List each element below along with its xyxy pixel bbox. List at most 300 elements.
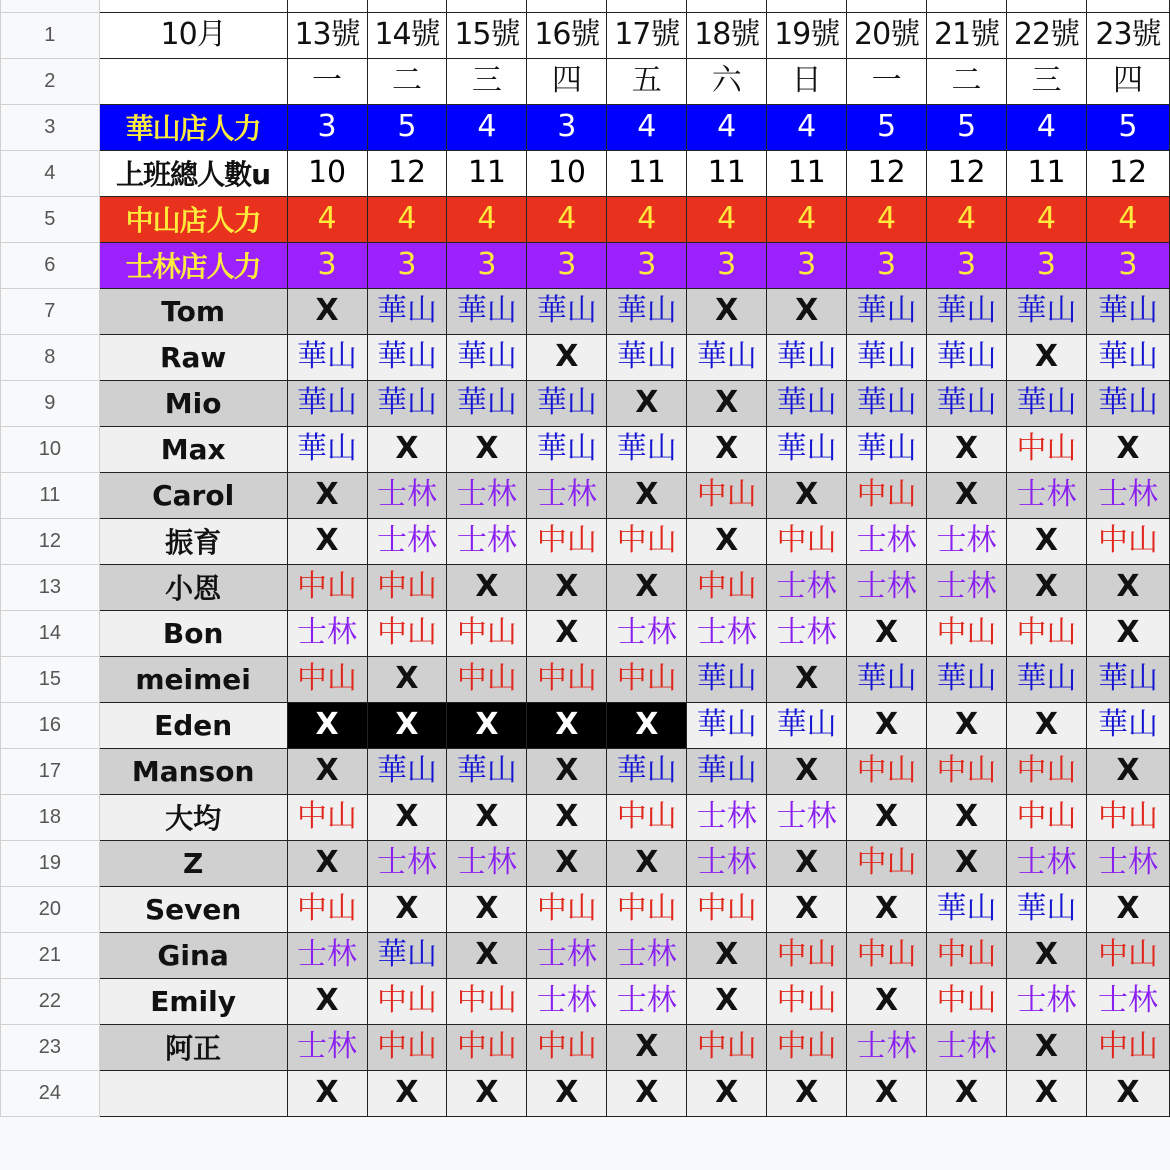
shift-cell[interactable] <box>447 840 527 886</box>
shift-cell[interactable] <box>687 702 767 748</box>
weekday-cell[interactable] <box>847 58 927 104</box>
shift-cell[interactable] <box>687 794 767 840</box>
weekday-cell[interactable] <box>527 58 607 104</box>
summary-value-cell[interactable] <box>927 104 1007 150</box>
summary-label-cell[interactable] <box>99 104 287 150</box>
shift-cell[interactable] <box>607 748 687 794</box>
shift-cell[interactable] <box>687 656 767 702</box>
shift-cell[interactable] <box>927 472 1007 518</box>
summary-value-cell[interactable] <box>367 150 447 196</box>
shift-cell[interactable] <box>527 702 607 748</box>
shift-cell[interactable] <box>1086 426 1169 472</box>
summary-value-cell[interactable] <box>527 242 607 288</box>
shift-cell[interactable] <box>527 472 607 518</box>
row-number[interactable]: 21 <box>1 932 100 978</box>
shift-cell[interactable] <box>927 564 1007 610</box>
shift-cell[interactable] <box>767 840 847 886</box>
shift-cell[interactable] <box>607 334 687 380</box>
shift-cell[interactable] <box>847 840 927 886</box>
date-cell[interactable] <box>527 12 607 58</box>
shift-cell[interactable] <box>367 610 447 656</box>
shift-cell[interactable] <box>687 518 767 564</box>
row-number[interactable]: 22 <box>1 978 100 1024</box>
summary-value-cell[interactable] <box>287 104 367 150</box>
summary-value-cell[interactable] <box>367 196 447 242</box>
shift-cell[interactable] <box>607 840 687 886</box>
shift-cell[interactable] <box>1007 334 1087 380</box>
date-cell[interactable] <box>687 12 767 58</box>
staff-name-cell[interactable] <box>99 978 287 1024</box>
shift-cell[interactable] <box>447 932 527 978</box>
shift-cell[interactable] <box>767 380 847 426</box>
shift-cell[interactable] <box>527 564 607 610</box>
summary-value-cell[interactable] <box>927 196 1007 242</box>
shift-cell[interactable] <box>847 472 927 518</box>
row-number[interactable]: 3 <box>1 104 100 150</box>
top-strip-cell[interactable] <box>99 0 287 12</box>
summary-value-cell[interactable] <box>527 150 607 196</box>
shift-cell[interactable] <box>287 1024 367 1070</box>
shift-cell[interactable] <box>767 472 847 518</box>
row-number[interactable]: 24 <box>1 1070 100 1116</box>
shift-cell[interactable] <box>527 610 607 656</box>
summary-value-cell[interactable] <box>767 104 847 150</box>
row-number[interactable]: 18 <box>1 794 100 840</box>
staff-name-cell[interactable] <box>99 380 287 426</box>
staff-name-cell[interactable] <box>99 748 287 794</box>
shift-cell[interactable] <box>1086 380 1169 426</box>
shift-cell[interactable] <box>367 288 447 334</box>
shift-cell[interactable] <box>1086 978 1169 1024</box>
date-cell[interactable] <box>447 12 527 58</box>
shift-cell[interactable] <box>527 518 607 564</box>
shift-cell[interactable] <box>1007 1024 1087 1070</box>
top-strip-cell[interactable] <box>527 0 607 12</box>
shift-cell[interactable] <box>927 656 1007 702</box>
shift-cell[interactable] <box>367 518 447 564</box>
date-cell[interactable] <box>927 12 1007 58</box>
date-cell[interactable] <box>287 12 367 58</box>
shift-cell[interactable] <box>287 932 367 978</box>
shift-cell[interactable] <box>1086 932 1169 978</box>
shift-cell[interactable] <box>287 334 367 380</box>
shift-cell[interactable] <box>527 932 607 978</box>
shift-cell[interactable] <box>287 288 367 334</box>
row-number[interactable]: 16 <box>1 702 100 748</box>
shift-cell[interactable] <box>1007 656 1087 702</box>
summary-value-cell[interactable] <box>687 242 767 288</box>
shift-cell[interactable] <box>447 702 527 748</box>
weekday-cell[interactable] <box>287 58 367 104</box>
shift-cell[interactable] <box>527 1024 607 1070</box>
top-strip-cell[interactable] <box>847 0 927 12</box>
row-number[interactable]: 2 <box>1 58 100 104</box>
shift-cell[interactable] <box>367 748 447 794</box>
shift-cell[interactable] <box>927 702 1007 748</box>
date-cell[interactable] <box>767 12 847 58</box>
staff-name-cell[interactable] <box>99 1024 287 1070</box>
weekday-cell[interactable] <box>1086 58 1169 104</box>
shift-cell[interactable] <box>287 1070 367 1116</box>
shift-cell[interactable] <box>847 656 927 702</box>
shift-cell[interactable] <box>527 794 607 840</box>
staff-name-cell[interactable] <box>99 610 287 656</box>
shift-cell[interactable] <box>767 702 847 748</box>
row-number[interactable]: 11 <box>1 472 100 518</box>
shift-cell[interactable] <box>927 886 1007 932</box>
shift-cell[interactable] <box>1086 1070 1169 1116</box>
shift-cell[interactable] <box>687 840 767 886</box>
shift-cell[interactable] <box>1086 656 1169 702</box>
shift-cell[interactable] <box>527 748 607 794</box>
shift-cell[interactable] <box>1007 978 1087 1024</box>
shift-cell[interactable] <box>447 886 527 932</box>
shift-cell[interactable] <box>287 564 367 610</box>
shift-cell[interactable] <box>447 380 527 426</box>
row-number[interactable]: 10 <box>1 426 100 472</box>
shift-cell[interactable] <box>367 1070 447 1116</box>
shift-cell[interactable] <box>447 472 527 518</box>
summary-value-cell[interactable] <box>767 242 847 288</box>
shift-cell[interactable] <box>847 334 927 380</box>
shift-cell[interactable] <box>287 978 367 1024</box>
shift-cell[interactable] <box>847 1070 927 1116</box>
summary-value-cell[interactable] <box>687 196 767 242</box>
shift-cell[interactable] <box>1007 748 1087 794</box>
staff-name-cell[interactable] <box>99 702 287 748</box>
summary-value-cell[interactable] <box>527 196 607 242</box>
staff-name-cell[interactable] <box>99 886 287 932</box>
shift-cell[interactable] <box>847 426 927 472</box>
shift-cell[interactable] <box>1007 564 1087 610</box>
shift-cell[interactable] <box>1007 518 1087 564</box>
shift-cell[interactable] <box>927 518 1007 564</box>
date-cell[interactable] <box>607 12 687 58</box>
shift-cell[interactable] <box>607 1024 687 1070</box>
blank-label-cell[interactable] <box>99 58 287 104</box>
shift-cell[interactable] <box>687 978 767 1024</box>
shift-cell[interactable] <box>287 656 367 702</box>
shift-cell[interactable] <box>927 334 1007 380</box>
shift-cell[interactable] <box>607 564 687 610</box>
shift-cell[interactable] <box>847 794 927 840</box>
row-number[interactable]: 8 <box>1 334 100 380</box>
shift-cell[interactable] <box>527 334 607 380</box>
shift-cell[interactable] <box>1086 886 1169 932</box>
shift-cell[interactable] <box>847 702 927 748</box>
summary-value-cell[interactable] <box>287 150 367 196</box>
shift-cell[interactable] <box>927 288 1007 334</box>
shift-cell[interactable] <box>607 702 687 748</box>
weekday-cell[interactable] <box>607 58 687 104</box>
shift-cell[interactable] <box>687 426 767 472</box>
row-number[interactable]: 4 <box>1 150 100 196</box>
shift-cell[interactable] <box>1086 518 1169 564</box>
shift-cell[interactable] <box>767 426 847 472</box>
weekday-cell[interactable] <box>367 58 447 104</box>
shift-cell[interactable] <box>607 1070 687 1116</box>
shift-cell[interactable] <box>447 656 527 702</box>
summary-value-cell[interactable] <box>687 104 767 150</box>
row-number[interactable]: 14 <box>1 610 100 656</box>
shift-cell[interactable] <box>847 932 927 978</box>
shift-cell[interactable] <box>927 978 1007 1024</box>
summary-value-cell[interactable] <box>447 104 527 150</box>
shift-cell[interactable] <box>607 472 687 518</box>
staff-name-cell[interactable] <box>99 288 287 334</box>
top-strip-cell[interactable] <box>367 0 447 12</box>
staff-name-cell[interactable] <box>99 840 287 886</box>
row-number[interactable]: 7 <box>1 288 100 334</box>
weekday-cell[interactable] <box>687 58 767 104</box>
shift-cell[interactable] <box>847 1024 927 1070</box>
shift-cell[interactable] <box>367 472 447 518</box>
shift-cell[interactable] <box>847 610 927 656</box>
shift-cell[interactable] <box>447 426 527 472</box>
shift-cell[interactable] <box>527 886 607 932</box>
shift-cell[interactable] <box>767 794 847 840</box>
weekday-cell[interactable] <box>927 58 1007 104</box>
summary-value-cell[interactable] <box>607 104 687 150</box>
shift-cell[interactable] <box>367 794 447 840</box>
shift-cell[interactable] <box>447 794 527 840</box>
summary-value-cell[interactable] <box>687 150 767 196</box>
shift-cell[interactable] <box>767 1024 847 1070</box>
shift-cell[interactable] <box>687 1070 767 1116</box>
summary-value-cell[interactable] <box>847 150 927 196</box>
summary-value-cell[interactable] <box>767 196 847 242</box>
shift-cell[interactable] <box>687 472 767 518</box>
shift-cell[interactable] <box>767 610 847 656</box>
summary-label-cell[interactable] <box>99 150 287 196</box>
summary-value-cell[interactable] <box>447 196 527 242</box>
shift-cell[interactable] <box>447 748 527 794</box>
summary-value-cell[interactable] <box>847 196 927 242</box>
shift-cell[interactable] <box>767 334 847 380</box>
shift-cell[interactable] <box>607 610 687 656</box>
shift-cell[interactable] <box>287 426 367 472</box>
summary-value-cell[interactable] <box>1086 196 1169 242</box>
summary-value-cell[interactable] <box>527 104 607 150</box>
shift-cell[interactable] <box>367 886 447 932</box>
shift-cell[interactable] <box>607 426 687 472</box>
summary-value-cell[interactable] <box>1086 242 1169 288</box>
shift-cell[interactable] <box>287 840 367 886</box>
shift-cell[interactable] <box>927 840 1007 886</box>
shift-cell[interactable] <box>447 978 527 1024</box>
shift-cell[interactable] <box>1086 564 1169 610</box>
shift-cell[interactable] <box>767 656 847 702</box>
top-strip-cell[interactable] <box>1086 0 1169 12</box>
summary-value-cell[interactable] <box>1007 104 1087 150</box>
shift-cell[interactable] <box>767 978 847 1024</box>
shift-cell[interactable] <box>527 288 607 334</box>
shift-cell[interactable] <box>287 380 367 426</box>
shift-cell[interactable] <box>287 518 367 564</box>
shift-cell[interactable] <box>1086 288 1169 334</box>
shift-cell[interactable] <box>687 748 767 794</box>
shift-cell[interactable] <box>687 886 767 932</box>
summary-value-cell[interactable] <box>1007 196 1087 242</box>
shift-cell[interactable] <box>767 1070 847 1116</box>
shift-cell[interactable] <box>1007 288 1087 334</box>
shift-cell[interactable] <box>1007 426 1087 472</box>
shift-cell[interactable] <box>1086 472 1169 518</box>
top-strip-cell[interactable] <box>607 0 687 12</box>
top-strip-cell[interactable] <box>447 0 527 12</box>
shift-cell[interactable] <box>847 518 927 564</box>
shift-cell[interactable] <box>607 978 687 1024</box>
shift-cell[interactable] <box>607 656 687 702</box>
shift-cell[interactable] <box>687 932 767 978</box>
staff-name-cell[interactable] <box>99 1070 287 1116</box>
shift-cell[interactable] <box>447 334 527 380</box>
row-number[interactable]: 19 <box>1 840 100 886</box>
row-number[interactable]: 17 <box>1 748 100 794</box>
summary-value-cell[interactable] <box>287 196 367 242</box>
row-number[interactable]: 15 <box>1 656 100 702</box>
weekday-cell[interactable] <box>1007 58 1087 104</box>
shift-cell[interactable] <box>287 794 367 840</box>
shift-cell[interactable] <box>447 610 527 656</box>
shift-cell[interactable] <box>927 932 1007 978</box>
staff-name-cell[interactable] <box>99 794 287 840</box>
summary-value-cell[interactable] <box>367 242 447 288</box>
summary-label-cell[interactable] <box>99 242 287 288</box>
shift-cell[interactable] <box>607 380 687 426</box>
staff-name-cell[interactable] <box>99 564 287 610</box>
weekday-cell[interactable] <box>767 58 847 104</box>
month-cell[interactable] <box>99 12 287 58</box>
shift-cell[interactable] <box>287 748 367 794</box>
row-number[interactable]: 23 <box>1 1024 100 1070</box>
summary-value-cell[interactable] <box>1007 242 1087 288</box>
weekday-cell[interactable] <box>447 58 527 104</box>
shift-cell[interactable] <box>447 1070 527 1116</box>
shift-cell[interactable] <box>767 564 847 610</box>
summary-label-cell[interactable] <box>99 196 287 242</box>
shift-cell[interactable] <box>1086 334 1169 380</box>
shift-cell[interactable] <box>687 288 767 334</box>
shift-cell[interactable] <box>287 610 367 656</box>
summary-value-cell[interactable] <box>607 150 687 196</box>
shift-cell[interactable] <box>367 656 447 702</box>
shift-cell[interactable] <box>1007 932 1087 978</box>
shift-cell[interactable] <box>367 564 447 610</box>
shift-cell[interactable] <box>527 978 607 1024</box>
shift-cell[interactable] <box>1086 610 1169 656</box>
row-number[interactable]: 12 <box>1 518 100 564</box>
summary-value-cell[interactable] <box>847 104 927 150</box>
shift-cell[interactable] <box>1007 610 1087 656</box>
row-number[interactable]: 5 <box>1 196 100 242</box>
shift-cell[interactable] <box>687 1024 767 1070</box>
shift-cell[interactable] <box>847 564 927 610</box>
shift-cell[interactable] <box>1086 840 1169 886</box>
shift-cell[interactable] <box>847 748 927 794</box>
row-number[interactable]: 13 <box>1 564 100 610</box>
shift-cell[interactable] <box>687 564 767 610</box>
shift-cell[interactable] <box>527 426 607 472</box>
top-strip-cell[interactable] <box>767 0 847 12</box>
shift-cell[interactable] <box>447 1024 527 1070</box>
top-strip-cell[interactable] <box>687 0 767 12</box>
shift-cell[interactable] <box>527 840 607 886</box>
shift-cell[interactable] <box>847 380 927 426</box>
shift-cell[interactable] <box>367 932 447 978</box>
shift-cell[interactable] <box>687 380 767 426</box>
shift-cell[interactable] <box>927 610 1007 656</box>
shift-cell[interactable] <box>607 288 687 334</box>
shift-cell[interactable] <box>767 288 847 334</box>
date-cell[interactable] <box>1086 12 1169 58</box>
summary-value-cell[interactable] <box>1086 104 1169 150</box>
shift-cell[interactable] <box>1007 1070 1087 1116</box>
shift-cell[interactable] <box>847 886 927 932</box>
shift-cell[interactable] <box>527 656 607 702</box>
summary-value-cell[interactable] <box>847 242 927 288</box>
shift-cell[interactable] <box>1007 472 1087 518</box>
shift-cell[interactable] <box>767 886 847 932</box>
shift-cell[interactable] <box>1086 702 1169 748</box>
shift-cell[interactable] <box>287 886 367 932</box>
shift-cell[interactable] <box>607 518 687 564</box>
shift-cell[interactable] <box>1086 794 1169 840</box>
shift-cell[interactable] <box>1086 1024 1169 1070</box>
summary-value-cell[interactable] <box>1007 150 1087 196</box>
row-number[interactable]: 6 <box>1 242 100 288</box>
shift-cell[interactable] <box>527 1070 607 1116</box>
staff-name-cell[interactable] <box>99 334 287 380</box>
shift-cell[interactable] <box>1086 748 1169 794</box>
row-number[interactable]: 20 <box>1 886 100 932</box>
shift-cell[interactable] <box>367 380 447 426</box>
top-strip-cell[interactable] <box>927 0 1007 12</box>
summary-value-cell[interactable] <box>1086 150 1169 196</box>
summary-value-cell[interactable] <box>367 104 447 150</box>
summary-value-cell[interactable] <box>927 242 1007 288</box>
shift-cell[interactable] <box>1007 380 1087 426</box>
shift-cell[interactable] <box>1007 702 1087 748</box>
shift-cell[interactable] <box>287 472 367 518</box>
staff-name-cell[interactable] <box>99 518 287 564</box>
shift-cell[interactable] <box>527 380 607 426</box>
shift-cell[interactable] <box>927 748 1007 794</box>
row-number[interactable]: 9 <box>1 380 100 426</box>
shift-cell[interactable] <box>927 1070 1007 1116</box>
date-cell[interactable] <box>847 12 927 58</box>
shift-cell[interactable] <box>607 886 687 932</box>
shift-cell[interactable] <box>927 426 1007 472</box>
shift-cell[interactable] <box>367 334 447 380</box>
staff-name-cell[interactable] <box>99 426 287 472</box>
shift-cell[interactable] <box>847 288 927 334</box>
shift-cell[interactable] <box>607 932 687 978</box>
date-cell[interactable] <box>367 12 447 58</box>
shift-cell[interactable] <box>367 978 447 1024</box>
shift-cell[interactable] <box>287 702 367 748</box>
shift-cell[interactable] <box>847 978 927 1024</box>
shift-cell[interactable] <box>1007 840 1087 886</box>
staff-name-cell[interactable] <box>99 656 287 702</box>
date-cell[interactable] <box>1007 12 1087 58</box>
shift-cell[interactable] <box>1007 794 1087 840</box>
shift-cell[interactable] <box>447 288 527 334</box>
summary-value-cell[interactable] <box>767 150 847 196</box>
shift-cell[interactable] <box>367 840 447 886</box>
row-number[interactable]: 1 <box>1 12 100 58</box>
shift-cell[interactable] <box>767 748 847 794</box>
